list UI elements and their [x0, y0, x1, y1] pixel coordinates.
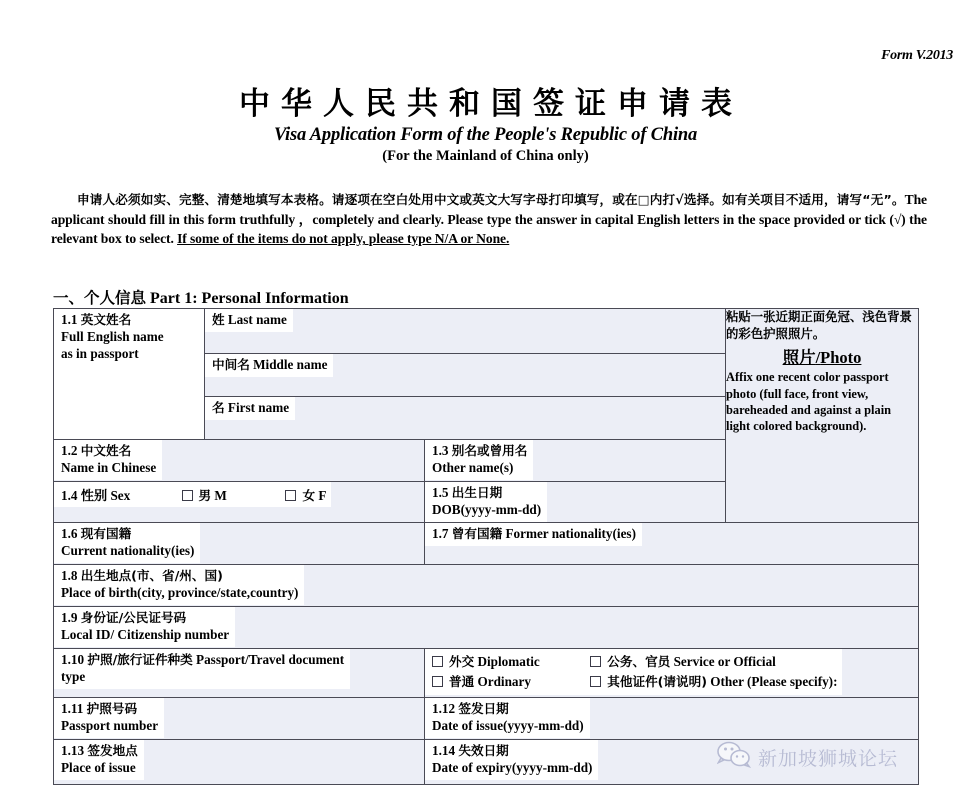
- table-row-full-english-name: [54, 309, 919, 354]
- table-row-nationality: [54, 522, 919, 564]
- field-last-name-label-english: Last name: [227, 312, 287, 327]
- field-1-1-number: 1.1: [61, 312, 78, 327]
- field-1-10-label-english-line1: Passport/Travel document: [196, 651, 345, 667]
- field-1-9-number: 1.9: [61, 609, 78, 625]
- instructions-chinese-part2: 不适用，请写“无”。: [785, 192, 905, 207]
- page-title-chinese: 中华人民共和国签证申请表: [239, 86, 743, 122]
- field-1-8-label-chinese: 出生地点(市、省/州、国): [80, 567, 223, 583]
- field-1-14-label-english: Date of expiry(yyyy-mm-dd): [432, 759, 593, 775]
- photo-box-title: [726, 344, 918, 368]
- field-1-1-label-chinese: 英文姓名: [80, 312, 132, 327]
- field-1-13-number: 1.13: [61, 742, 85, 758]
- field-1-3-number: 1.3: [432, 443, 449, 458]
- sex-options-group: [134, 488, 327, 503]
- field-middle-name-input[interactable]: [205, 354, 726, 397]
- part1-heading: [53, 286, 349, 308]
- field-1-10-label-chinese: 护照/旅行证件种类: [87, 651, 193, 667]
- checkbox-diplomatic-label-english: Diplomatic: [477, 653, 540, 669]
- field-1-10-label-english-line2: type: [61, 668, 86, 684]
- field-1-12-label-english: Date of issue(yyyy-mm-dd): [432, 717, 584, 733]
- field-last-name-label: [205, 309, 293, 332]
- field-1-2-chinese-name[interactable]: [54, 440, 425, 482]
- field-1-4-label-chinese: 性别: [80, 488, 108, 503]
- field-1-2-number: 1.2: [61, 443, 78, 458]
- field-1-8-label-english: Place of birth(city, province/state,country): [61, 584, 299, 600]
- field-1-9-local-id[interactable]: [54, 606, 919, 648]
- field-1-3-label-english: Other name(s): [432, 459, 514, 475]
- page-subtitle: (For the Mainland of China only): [382, 147, 589, 164]
- field-1-4-number: 1.4: [61, 488, 78, 503]
- table-row-place-of-birth: [54, 564, 919, 606]
- field-last-name-input[interactable]: [205, 309, 726, 354]
- checkbox-option-service-or-official[interactable]: [590, 652, 776, 672]
- field-1-10-options-cell: [425, 648, 919, 697]
- field-1-12-label: [425, 698, 590, 738]
- table-row-passport-type: [54, 648, 919, 697]
- field-1-6-current-nationality[interactable]: [54, 522, 425, 564]
- table-row-local-id: [54, 606, 919, 648]
- document-title-block: [0, 88, 971, 165]
- field-1-4-sex: [54, 482, 425, 523]
- checkbox-option-sex-female[interactable]: [285, 485, 326, 504]
- field-1-6-label-english: Current nationality(ies): [61, 542, 195, 558]
- field-1-5-label-chinese: 出生日期: [451, 485, 503, 500]
- field-1-7-label: [425, 523, 642, 546]
- page-title-english: Visa Application Form of the People's Republic of China: [273, 124, 698, 145]
- field-1-6-label: [54, 523, 200, 563]
- field-1-14-number: 1.14: [432, 742, 456, 758]
- field-1-13-label-english: Place of issue: [61, 759, 136, 775]
- passport-type-options-row2: [432, 672, 837, 692]
- field-1-9-label: [54, 607, 235, 647]
- field-1-11-number: 1.11: [61, 700, 84, 716]
- field-1-5-date-of-birth[interactable]: [425, 482, 726, 523]
- field-middle-name-label: [205, 354, 333, 377]
- field-first-name-label: [205, 397, 295, 420]
- field-1-13-place-of-issue[interactable]: [54, 739, 425, 784]
- field-1-7-label-english: Former nationality(ies): [505, 525, 636, 541]
- field-1-8-number: 1.8: [61, 567, 78, 583]
- checkbox-other-icon[interactable]: [590, 676, 601, 687]
- field-first-name-label-english: First name: [227, 400, 290, 415]
- checkbox-diplomatic-label-chinese: 外交: [449, 653, 475, 669]
- checkbox-sex-male-label-english: M: [214, 488, 227, 503]
- field-1-11-passport-number[interactable]: [54, 697, 425, 739]
- checkbox-option-ordinary[interactable]: [432, 672, 587, 692]
- field-1-6-label-chinese: 现有国籍: [80, 525, 132, 541]
- field-first-name-input[interactable]: [205, 397, 726, 440]
- photo-title-separator: /: [815, 348, 821, 368]
- field-1-2-label-english: Name in Chinese: [61, 459, 157, 475]
- part1-heading-chinese: 一、个人信息: [53, 289, 147, 307]
- checkbox-sex-female-label-english: F: [318, 488, 327, 503]
- field-1-14-date-of-expiry[interactable]: [425, 739, 919, 784]
- checkbox-service-or-official-icon[interactable]: [590, 656, 601, 667]
- field-1-9-label-english: Local ID/ Citizenship number: [61, 626, 230, 642]
- field-1-4-label-and-options: [54, 482, 331, 507]
- field-1-1-label-cell: [54, 309, 205, 440]
- field-1-8-place-of-birth[interactable]: [54, 564, 919, 606]
- table-row-place-of-issue-and-expiry: [54, 739, 919, 784]
- passport-type-options-group: [425, 649, 842, 695]
- field-1-1-label: [54, 309, 170, 366]
- part1-heading-english: Part 1: Personal Information: [150, 290, 349, 307]
- instructions-english-underlined: If some of the items do not apply, please type N/A or None.: [177, 231, 510, 247]
- field-last-name-label-chinese: 姓: [212, 312, 225, 327]
- checkbox-option-diplomatic[interactable]: [432, 652, 587, 672]
- field-1-6-number: 1.6: [61, 525, 78, 541]
- field-1-10-label: [54, 649, 350, 689]
- table-row-passport-number-and-issue-date: [54, 697, 919, 739]
- checkbox-sex-male-icon[interactable]: [182, 490, 193, 501]
- field-middle-name-label-english: Middle name: [253, 357, 328, 372]
- field-1-10-number: 1.10: [61, 651, 85, 667]
- field-1-2-label-chinese: 中文姓名: [80, 443, 132, 458]
- checkbox-option-other[interactable]: [590, 672, 837, 692]
- field-1-1-label-english-line1: Full English name: [61, 328, 164, 344]
- checkbox-other-label-chinese: 其他证件(请说明): [607, 673, 707, 689]
- field-1-11-label-english: Passport number: [61, 717, 159, 733]
- checkbox-ordinary-label-english: Ordinary: [477, 673, 531, 689]
- field-1-12-date-of-issue[interactable]: [425, 697, 919, 739]
- field-1-3-other-names[interactable]: [425, 440, 726, 482]
- photo-box[interactable]: [726, 309, 919, 523]
- checkbox-sex-male-label-chinese: 男: [198, 488, 212, 503]
- field-1-13-label-chinese: 签发地点: [87, 742, 138, 758]
- field-1-1-label-english-line2: as in passport: [61, 345, 139, 361]
- checkbox-ordinary-label-chinese: 普通: [449, 673, 475, 689]
- passport-type-options-row1: [432, 652, 837, 672]
- photo-instruction-chinese: 粘贴一张近期正面免冠、浅色背景的彩色护照照片。: [726, 309, 912, 341]
- checkbox-service-or-official-label-chinese: 公务、官员: [607, 653, 671, 669]
- field-1-13-label: [54, 740, 144, 780]
- field-1-5-label-english: DOB(yyyy-mm-dd): [432, 501, 542, 517]
- instructions-english: The applicant should fill in this form truthfully ，completely and clearly. Please type the answer in capital English letters in the space provided or tick (√) the relevant box to select.: [51, 192, 927, 247]
- photo-title-english: Photo: [820, 348, 862, 368]
- field-first-name-label-chinese: 名: [212, 400, 225, 415]
- field-1-7-number: 1.7: [432, 525, 449, 541]
- field-1-7-former-nationality[interactable]: [425, 522, 919, 564]
- field-1-14-label-chinese: 失效日期: [458, 742, 509, 758]
- watermark-text: 新加坡狮城论坛: [758, 748, 899, 770]
- checkbox-service-or-official-label-english: Service or Official: [673, 653, 776, 669]
- personal-information-table: [53, 308, 919, 785]
- field-1-11-label: [54, 698, 164, 738]
- field-1-4-label-english: Sex: [110, 488, 131, 503]
- field-1-12-label-chinese: 签发日期: [458, 700, 509, 716]
- checkbox-option-sex-male[interactable]: [182, 485, 227, 504]
- instructions-chinese-part1: 申请人必须如实、完整、清楚地填写本表格。请逐项在空白处用中文或英文大写字母打印填写，或在□内打√选择。如有关项目: [77, 192, 786, 207]
- field-1-12-number: 1.12: [432, 700, 456, 716]
- checkbox-sex-female-label-chinese: 女: [302, 488, 316, 503]
- form-version-label: Form V.2013: [881, 48, 953, 63]
- field-1-3-label: [425, 440, 533, 480]
- field-1-8-label: [54, 565, 304, 605]
- field-1-5-number: 1.5: [432, 485, 449, 500]
- field-1-10-label-cell: [54, 648, 425, 697]
- field-1-14-label: [425, 740, 598, 780]
- checkbox-diplomatic-icon[interactable]: [432, 656, 443, 667]
- field-1-3-label-chinese: 别名或曾用名: [451, 443, 528, 458]
- field-1-2-label: [54, 440, 162, 480]
- field-1-11-label-chinese: 护照号码: [86, 700, 138, 716]
- field-middle-name-label-chinese: 中间名: [212, 357, 250, 372]
- photo-title-chinese: 照片: [782, 348, 816, 368]
- field-1-7-label-chinese: 曾有国籍: [451, 525, 503, 541]
- checkbox-other-label-english: Other (Please specify):: [710, 673, 838, 689]
- instructions-paragraph: [51, 190, 927, 249]
- checkbox-sex-female-icon[interactable]: [285, 490, 296, 501]
- checkbox-ordinary-icon[interactable]: [432, 676, 443, 687]
- field-1-5-label: [425, 482, 547, 522]
- field-1-9-label-chinese: 身份证/公民证号码: [80, 609, 187, 625]
- photo-instruction-english: Affix one recent color passport photo (full face, front view, bareheaded and against a plain light colored background).: [726, 370, 892, 433]
